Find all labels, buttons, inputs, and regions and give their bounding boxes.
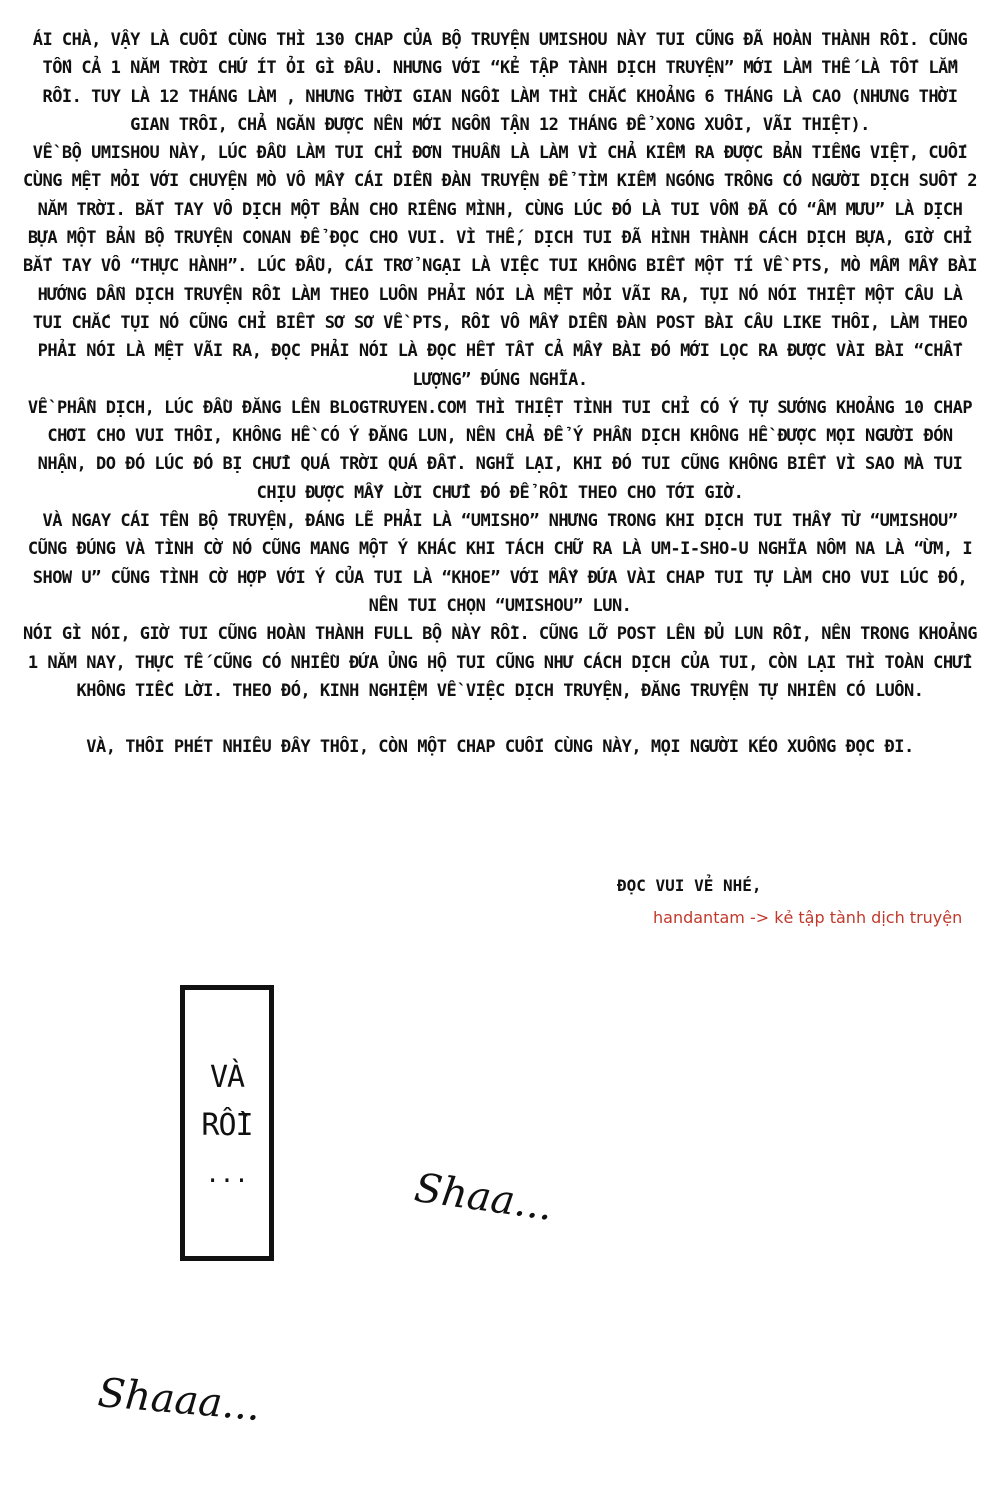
- panel-line-2: RỒI: [201, 1108, 253, 1143]
- note-paragraph-2: VỀ BỘ UMISHOU NÀY, LÚC ĐẦU LÀM TUI CHỈ ĐƠN THUẦN LÀ LÀM VÌ CHẢ KIẾM RA ĐƯỢC BẢN TIẾNG VIỆT, CUỐI CÙNG MỆT MỎI VỚI CHUYỆN MÒ VÔ MẤY CÁI DIỄN ĐÀN TRUYỆN ĐỂ TÌM KIẾM NGÓNG TRÔNG CÓ NGƯỜI DỊCH SUỐT 2 NĂM TRỜI. BẮT TAY VÔ DỊCH MỘT BẢN CHO RIÊNG MÌNH, CÙNG LÚC ĐÓ LÀ TUI VỐN ĐÃ CÓ “ÂM MƯU” LÀ DỊCH BỰA MỘT BẢN BỘ TRUYỆN CONAN ĐỂ ĐỌC CHO VUI. VÌ THẾ, DỊCH TUI ĐÃ HÌNH THÀNH CÁCH DỊCH BỰA, GIỜ CHỈ BẮT TAY VÔ “THỰC HÀNH”. LÚC ĐẦU, CÁI TRỞ NGẠI LÀ VIỆC TUI KHÔNG BIẾT MỘT TÍ VỀ PTS, MÒ MẪM MẤY BÀI HƯỚNG DẪN DỊCH TRUYỆN RỒI LÀM THEO LUÔN PHẢI NÓI LÀ MỆT MỎI VÃI RA, TỤI NÓ NÓI THIỆT MỘT CÂU LÀ TUI CHẮC TỤI NÓ CŨNG CHỈ BIẾT SƠ SƠ VỀ PTS, RỒI VÔ MẤY DIỄN ĐÀN POST BÀI CÂU LIKE THÔI, LÀM THEO PHẢI NÓI LÀ MỆT VÃI RA, ĐỌC PHẢI NÓI LÀ ĐỌC HẾT TẤT CẢ MẤY BÀI ĐÓ MỚI LỌC RA ĐƯỢC VÀI BÀI “CHẤT LƯỢNG” ĐÚNG NGHĨA.: [22, 143, 978, 390]
- panel-caption: [185, 1054, 269, 1150]
- note-paragraph-3: VỀ PHẦN DỊCH, LÚC ĐẦU ĐĂNG LÊN BLOGTRUYEN.COM THÌ THIỆT TÌNH TUI CHỈ CÓ Ý TỰ SƯỚNG KHOẢNG 10 CHAP CHƠI CHO VUI THÔI, KHÔNG HỀ CÓ Ý ĐĂNG LUN, NÊN CHẢ ĐỂ Ý PHẦN DỊCH KHÔNG HỀ ĐƯỢC MỌI NGƯỜI ĐÓN NHẬN, DO ĐÓ LÚC ĐÓ BỊ CHỬI QUÁ TRỜI QUÁ ĐẤT. NGHĨ LẠI, KHI ĐÓ TUI CŨNG KHÔNG BIẾT VÌ SAO MÀ TUI CHỊU ĐƯỢC MẤY LỜI CHỬI ĐÓ ĐỂ RỒI THEO CHO TỚI GIỜ.: [27, 397, 973, 503]
- paragraph-gap: [20, 705, 980, 733]
- sound-effect-shaaa: Shaaa...: [95, 1370, 263, 1431]
- panel-ellipsis: ...: [205, 1160, 249, 1188]
- sound-effect-shaa: Shaa...: [411, 1165, 556, 1230]
- note-closing: VÀ, THÔI PHÉT NHIÊU ĐÂY THÔI, CÒN MỘT CHAP CUỐI CÙNG NÀY, MỌI NGƯỜI KÉO XUỐNG ĐỌC ĐI.: [86, 737, 914, 758]
- panel-line-1: VÀ: [209, 1060, 245, 1095]
- translator-note: [20, 26, 980, 761]
- signature-greeting: ĐỌC VUI VẺ NHÉ,: [617, 876, 762, 895]
- caption-panel: [180, 985, 274, 1261]
- note-paragraph-4: VÀ NGAY CÁI TÊN BỘ TRUYỆN, ĐÁNG LẼ PHẢI LÀ “UMISHO” NHƯNG TRONG KHI DỊCH TUI THẤY TỪ “UMISHOU” CŨNG ĐÚNG VÀ TÌNH CỜ NÓ CŨNG MANG MỘT Ý KHÁC KHI TÁCH CHỮ RA LÀ UM-I-SHO-U NGHĨA NÔM NA LÀ “ỪM, I SHOW U” CŨNG TÌNH CỜ HỢP VỚI Ý CỦA TUI LÀ “KHOE” VỚI MẤY ĐỨA VÀI CHAP TUI TỰ LÀM CHO VUI LÚC ĐÓ, NÊN TUI CHỌN “UMISHOU” LUN.: [27, 511, 973, 616]
- note-paragraph-5: NÓI GÌ NÓI, GIỜ TUI CŨNG HOÀN THÀNH FULL BỘ NÀY RỒI. CŨNG LỠ POST LÊN ĐỦ LUN RỒI, NÊN TRONG KHOẢNG 1 NĂM NAY, THỰC TẾ CŨNG CÓ NHIỀU ĐỨA ỦNG HỘ TUI CŨNG NHƯ CÁCH DỊCH CỦA TUI, CÒN LẠI THÌ TOÀN CHỬI KHÔNG TIẾC LỜI. THEO ĐÓ, KINH NGHIỆM VỀ VIỆC DỊCH TRUYỆN, ĐĂNG TRUYỆN TỰ NHIÊN CÓ LUÔN.: [22, 624, 978, 701]
- signature-name: handantam -> kẻ tập tành dịch truyện: [653, 908, 963, 927]
- note-paragraph-1: ÁI CHÀ, VẬY LÀ CUỐI CÙNG THÌ 130 CHAP CỦA BỘ TRUYỆN UMISHOU NÀY TUI CŨNG ĐÃ HOÀN THÀNH RỒI. CŨNG TỐN CẢ 1 NĂM TRỜI CHỨ ÍT ỎI GÌ ĐÂU. NHƯNG VỚI “KẺ TẬP TÀNH DỊCH TRUYỆN” MỚI LÀM THẾ LÀ TỐT LẮM RỒI. TUY LÀ 12 THÁNG LÀM , NHƯNG THỜI GIAN NGỒI LÀM THÌ CHẮC KHOẢNG 6 THÁNG LÀ CAO (NHƯNG THỜI GIAN TRÔI, CHẢ NGĂN ĐƯỢC NÊN MỚI NGỐN TẬN 12 THÁNG ĐỂ XONG XUÔI, VÃI THIỆT).: [32, 30, 968, 135]
